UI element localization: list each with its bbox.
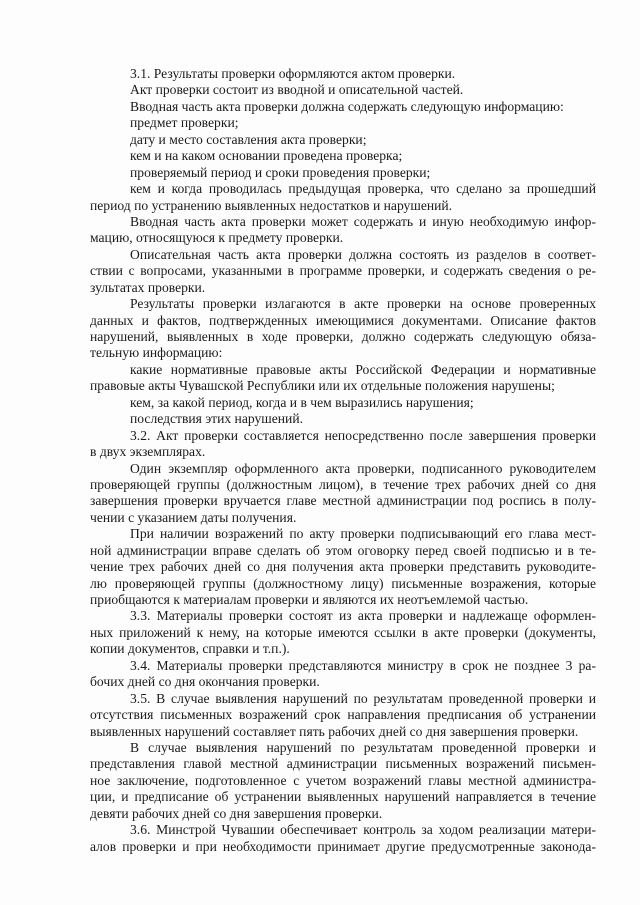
- text-line: правовые акты Чувашской Республики или их отдельные положения нарушены;: [90, 378, 555, 394]
- text-line: 3.2. Акт проверки составляется непосредственно после завершения проверки: [130, 427, 596, 443]
- text-line: Один экземпляр оформленного акта проверки, подписанного руководителем: [130, 460, 596, 476]
- text-line: выявленных нарушений составляет пять рабочих дней со дня завершения проверки.: [90, 723, 579, 739]
- text-line: ции, и предписание об устранении выявленных нарушений направляется в течение: [90, 789, 596, 805]
- text-line: бочих дней со дня окончания проверки.: [90, 674, 320, 690]
- text-line: При наличии возражений по акту проверки подписывающий его глава мест-: [130, 526, 596, 542]
- text-line: Результаты проверки излагаются в акте проверки на основе проверенных: [130, 296, 596, 312]
- text-line: кем и когда проводилась предыдущая проверка, что сделано за прошедший: [130, 181, 596, 197]
- text-line: отсутствия письменных возражений срок направления предписания об устранении: [90, 707, 596, 723]
- text-line: кем, за какой период, когда и в чем выразились нарушения;: [130, 394, 474, 410]
- text-line: представления главой местной администрации письменных возражений письмен-: [90, 756, 596, 772]
- text-line: нарушений, выявленных в ходе проверки, должно содержать следующую обяза-: [90, 329, 596, 344]
- text-line: дату и место составления акта проверки;: [130, 131, 367, 147]
- text-line: последствия этих нарушений.: [130, 411, 304, 427]
- text-line: 3.5. В случае выявления нарушений по результатам проведенной проверки и: [130, 690, 596, 706]
- text-line: Описательная часть акта проверки должна состоять из разделов в соответ-: [130, 246, 596, 262]
- text-line: чении с указанием даты получения.: [90, 509, 297, 525]
- document-body: [90, 66, 596, 855]
- text-line: какие нормативные правовые акты Российской Федерации и нормативные: [130, 361, 596, 377]
- text-line: в двух экземплярах.: [90, 444, 206, 460]
- text-line: проверяемый период и сроки проведения проверки;: [130, 164, 431, 180]
- text-line: чение трех рабочих дней со дня получения акта проверки представить руководите-: [90, 559, 596, 575]
- text-line: лю проверяющей группы (должностному лицу) письменные возражения, которые: [90, 575, 596, 591]
- text-line: ной администрации вправе сделать об этом оговорку перед своей подписью и в те-: [90, 542, 596, 558]
- text-line: Вводная часть акта проверки может содержать и иную необходимую инфор-: [130, 213, 596, 229]
- text-line: Акт проверки состоит из вводной и описательной частей.: [130, 82, 464, 98]
- text-line: В случае выявления нарушений по результатам проведенной проверки и: [130, 739, 596, 755]
- text-line: 3.4. Материалы проверки представляются министру в срок не позднее 3 ра-: [130, 657, 596, 673]
- text-line: Вводная часть акта проверки должна содержать следующую информацию:: [130, 98, 564, 114]
- text-line: девяти рабочих дней со дня завершения проверки.: [90, 805, 383, 821]
- text-line: кем и на каком основании проведена проверка;: [130, 148, 403, 164]
- text-line: проверяющей группы (должностным лицом), в течение трех рабочих дней со дня: [90, 476, 596, 492]
- text-line: период по устранению выявленных недостатков и нарушений.: [90, 197, 453, 213]
- text-line: приобщаются к материалам проверки и являются их неотъемлемой частью.: [90, 592, 529, 607]
- text-line: копии документов, справки и т.п.).: [90, 641, 290, 657]
- text-line: ных приложений к нему, на которые имеются ссылки в акте проверки (документы,: [90, 624, 596, 640]
- text-line: мацию, относящуюся к предмету проверки.: [90, 230, 344, 246]
- text-line: 3.3. Материалы проверки состоят из акта проверки и надлежаще оформлен-: [130, 608, 596, 624]
- text-line: алов проверки и при необходимости принимает другие предусмотренные законода-: [90, 838, 596, 854]
- text-line: зультатах проверки.: [90, 279, 206, 295]
- text-line: данных и фактов, подтвержденных имеющимися документами. Описание фактов: [90, 312, 596, 328]
- text-line: 3.1. Результаты проверки оформляются актом проверки.: [130, 66, 456, 81]
- text-line: ствии с вопросами, указанными в программе проверки, и содержать сведения о ре-: [90, 263, 596, 279]
- text-line: предмет проверки;: [130, 115, 239, 131]
- text-line: завершения проверки вручается главе местной администрации под роспись в полу-: [90, 493, 596, 509]
- text-line: 3.6. Минстрой Чувашии обеспечивает контроль за ходом реализации матери-: [130, 822, 596, 838]
- text-line: ное заключение, подготовленное с учетом возражений главы местной администра-: [90, 772, 596, 788]
- text-line: тельную информацию:: [90, 345, 223, 361]
